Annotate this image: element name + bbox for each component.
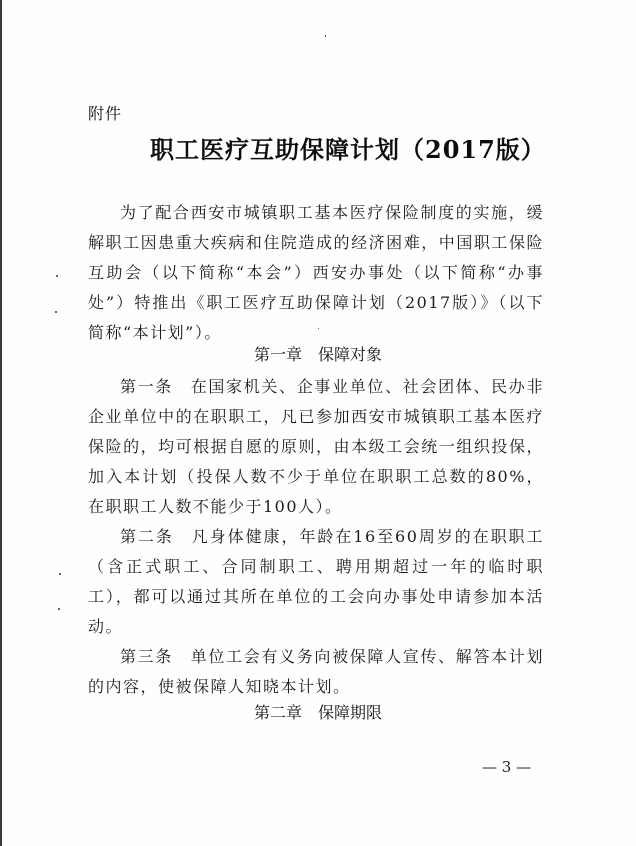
attachment-label: 附件: [88, 104, 123, 123]
scan-speck: [325, 35, 326, 37]
page-number: — 3 —: [482, 758, 532, 776]
article-paragraph: 第一条 在国家机关、企事业单位、社会团体、民办非企业单位中的在职职工，凡已参加西安市城镇职工基本医疗保险的，均可根据自愿的原则，由本级工会统一组织投保，加入本计划（投保人数不少于单位在职职工总数的80%，在职职工人数不能少于100人）。: [88, 377, 544, 516]
chapter-1-body: [88, 372, 544, 702]
article-paragraph: 第三条 单位工会有义务向被保障人宣传、解答本计划的内容，使被保障人知晓本计划。: [88, 647, 544, 696]
scan-speck: [56, 275, 58, 277]
intro-section: [88, 198, 544, 348]
scan-speck: [58, 608, 60, 610]
scan-speck: [55, 311, 57, 313]
chapter-heading: 第一章 保障对象: [253, 345, 382, 364]
scan-speck: [59, 573, 61, 575]
document-title: 职工医疗互助保障计划（2017版）: [150, 135, 546, 164]
scan-speck: [318, 328, 319, 329]
intro-paragraph: 为了配合西安市城镇职工基本医疗保险制度的实施，缓解职工因患重大疾病和住院造成的经济困难，中国职工保险互助会（以下简称“本会”）西安办事处（以下简称“办事处”）特推出《职工医疗互助保障计划（2017版）》（以下简称“本计划”）。: [88, 203, 544, 342]
article-paragraph: 第二条 凡身体健康，年龄在16至60周岁的在职职工（含正式职工、合同制职工、聘用期超过一年的临时职工），都可以通过其所在单位的工会向办事处申请参加本活动。: [88, 527, 544, 636]
chapter-heading: 第二章 保障期限: [253, 703, 382, 722]
